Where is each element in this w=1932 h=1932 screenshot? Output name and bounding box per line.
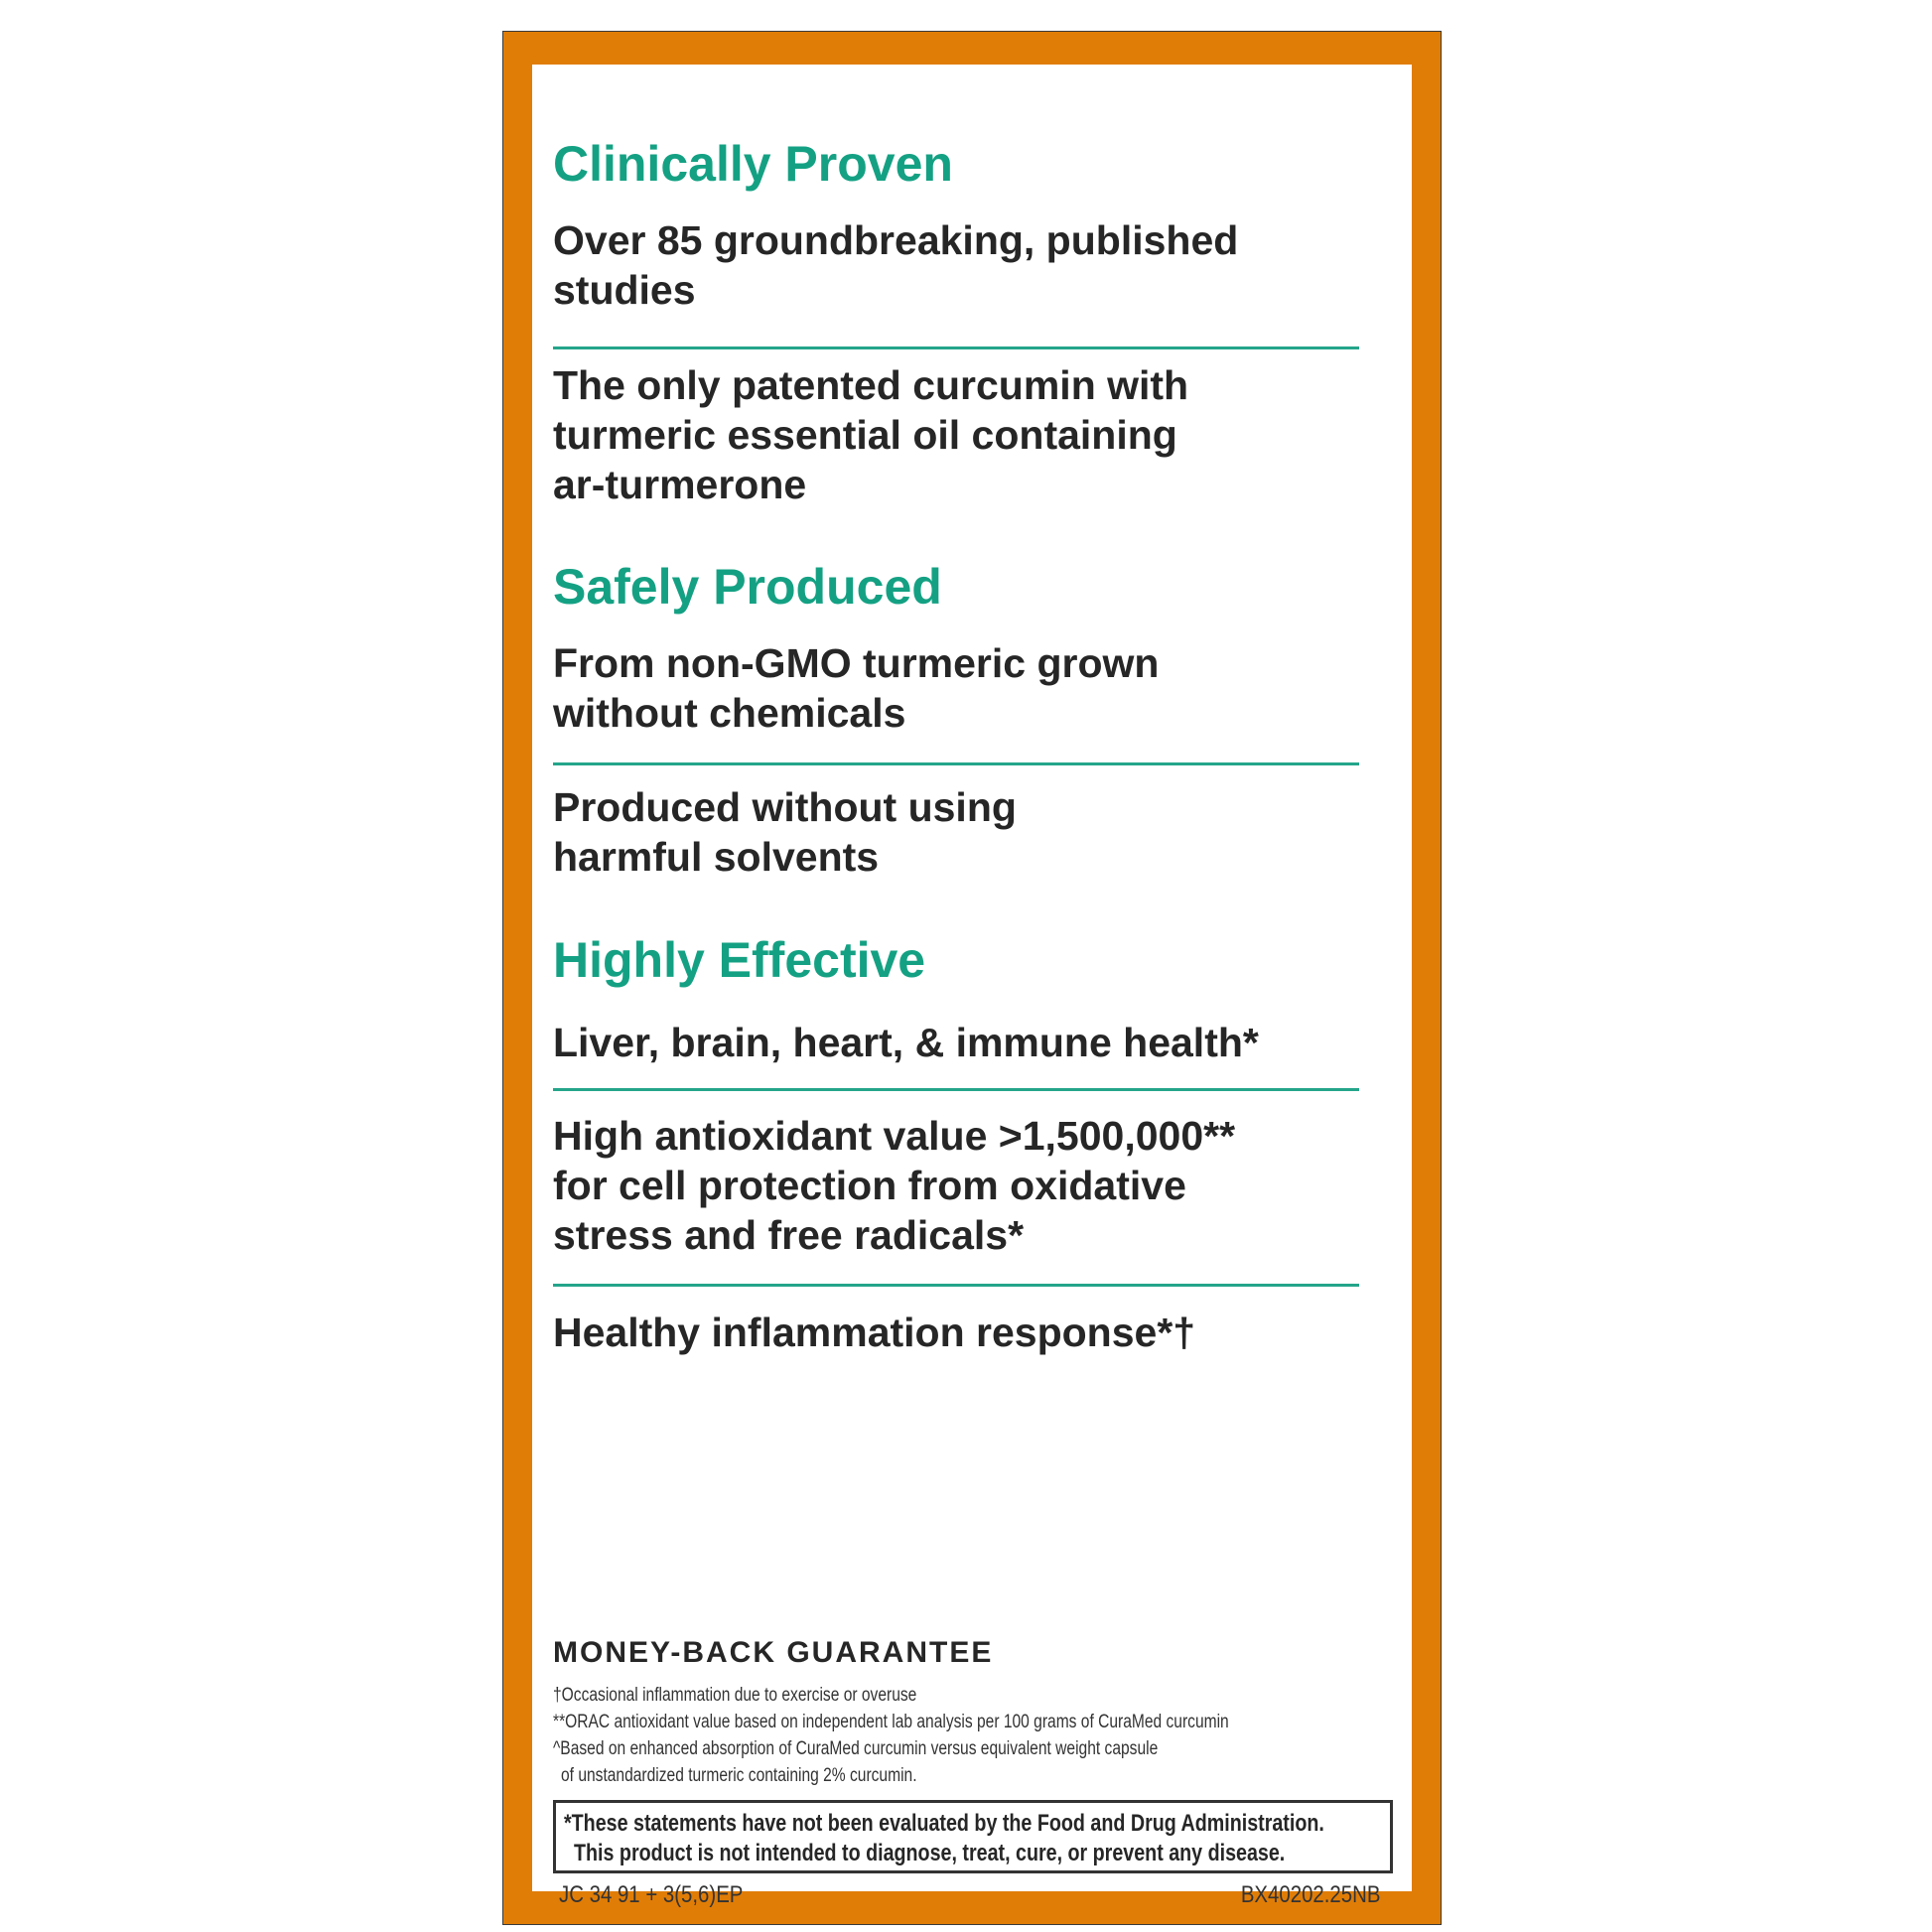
heading-safely-produced: Safely Produced [553,559,942,615]
benefit-item: Over 85 groundbreaking, published studies [553,217,1239,313]
fda-disclaimer-line: *These statements have not been evaluated by the Food and Drug Administration. [564,1810,1324,1837]
footnote: †Occasional inflammation due to exercise or overuse [553,1685,917,1706]
divider [553,1088,1359,1091]
label-panel [502,31,1442,1925]
lot-code: JC 34 91 + 3(5,6)EP [559,1881,744,1908]
divider [553,346,1359,349]
heading-clinically-proven: Clinically Proven [553,136,953,192]
product-code: BX40202.25NB [1240,1881,1380,1908]
benefit-item: Healthy inflammation response*† [553,1310,1196,1355]
divider [553,1284,1359,1287]
benefit-item: The only patented curcumin with turmeric essential oil containing ar-turmerone [553,362,1189,507]
benefit-item: Produced without using harmful solvents [553,784,1017,880]
benefit-item: From non-GMO turmeric grown without chemicals [553,640,1160,736]
benefit-item: High antioxidant value >1,500,000** for cell protection from oxidative stress and free radicals* [553,1113,1236,1258]
benefit-item: Liver, brain, heart, & immune health* [553,1020,1259,1065]
footnote: ^Based on enhanced absorption of CuraMed curcumin versus equivalent weight capsule [553,1738,1159,1759]
money-back-guarantee: MONEY-BACK GUARANTEE [553,1636,994,1669]
heading-highly-effective: Highly Effective [553,932,926,988]
fda-disclaimer-line: This product is not intended to diagnose, treat, cure, or prevent any disease. [574,1840,1286,1866]
divider [553,762,1359,765]
label-content [532,65,1412,1908]
footnote: of unstandardized turmeric containing 2% curcumin. [561,1765,917,1786]
footnote: **ORAC antioxidant value based on independent lab analysis per 100 grams of CuraMed curcumin [553,1712,1229,1732]
fda-disclaimer-box [553,1800,1393,1873]
